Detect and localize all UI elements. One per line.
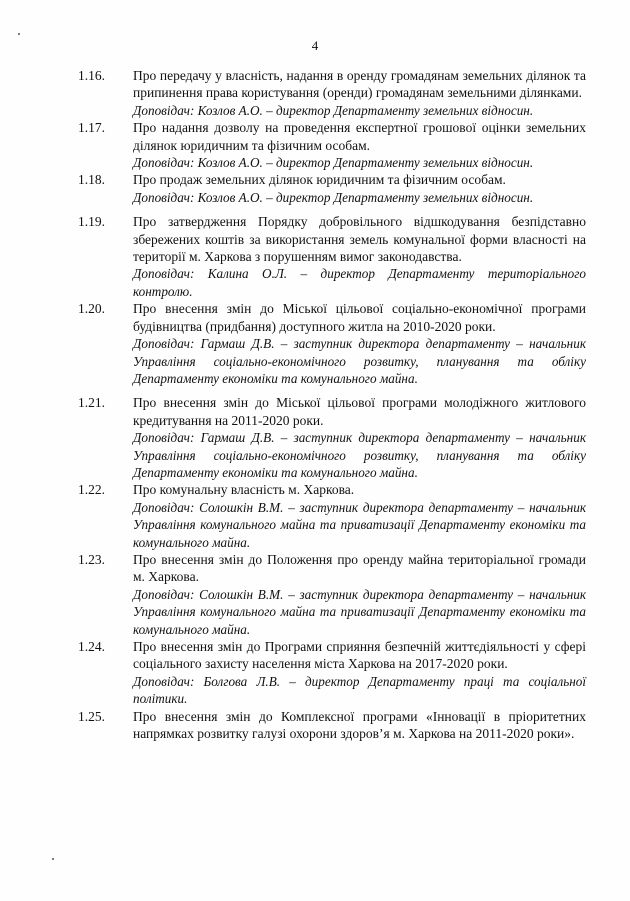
item-number: 1.19. (78, 214, 105, 230)
item-title: Про надання дозволу на проведення експертної грошової оцінки земельних ділянок юридичним та фізичним особам. (133, 120, 586, 153)
item-title: Про затвердження Порядку добровільного відшкодування безпідставно збережених коштів за використання земель комунальної форми власності на території м. Харкова з порушенням вимог законодавства. (133, 214, 586, 265)
item-title: Про продаж земельних ділянок юридичним та фізичним особам. (133, 172, 506, 188)
agenda-item-1-22 (78, 481, 586, 551)
scan-speck (52, 858, 54, 860)
item-speaker: Доповідач: Гармаш Д.В. – заступник директора департаменту – начальник Управління соціально-економічного розвитку, планування та обліку Департаменту економіки та комунального майна. (133, 430, 586, 480)
agenda-item-1-20 (78, 300, 586, 387)
item-speaker: Доповідач: Козлов А.О. – директор Департаменту земельних відносин. (133, 102, 534, 118)
item-speaker: Доповідач: Козлов А.О. – директор Департаменту земельних відносин. (133, 155, 534, 171)
item-number: 1.16. (78, 68, 105, 83)
agenda-item-1-24 (78, 638, 586, 708)
agenda-item-1-17 (78, 119, 586, 171)
item-number: 1.24. (78, 639, 105, 654)
agenda-list (78, 67, 586, 742)
item-title: Про внесення змін до Положення про оренду майна територіальної громади м. Харкова. (133, 551, 586, 585)
item-number: 1.22. (78, 482, 105, 498)
item-title: Про внесення змін до Міської цільової соціально-економічної програми будівництва (придбання) доступного житла на 2010-2020 роки. (133, 301, 586, 334)
page-number: 4 (311, 38, 319, 53)
agenda-item-1-25 (78, 708, 586, 743)
item-speaker: Доповідач: Гармаш Д.В. – заступник директора департаменту – начальник Управління соціально-економічного розвитку, планування та обліку Департаменту економіки та комунального майна. (133, 336, 586, 386)
agenda-item-1-16 (78, 67, 586, 119)
item-number: 1.20. (78, 301, 105, 317)
item-speaker: Доповідач: Солошкін В.М. – заступник директора департаменту – начальник Управління комунального майна та приватизації Департаменту економіки та комунального майна. (133, 586, 586, 637)
item-number: 1.23. (78, 551, 105, 567)
agenda-item-1-19 (78, 213, 586, 300)
scan-speck (18, 33, 20, 35)
item-speaker: Доповідач: Болгова Л.В. – директор Департаменту праці та соціальної політики. (133, 673, 586, 707)
item-speaker: Доповідач: Солошкін В.М. – заступник директора департаменту – начальник Управління комунального майна та приватизації Департаменту економіки та комунального майна. (133, 499, 586, 550)
item-number: 1.21. (78, 395, 105, 411)
item-title: Про внесення змін до Комплексної програми «Інновації в пріоритетних напрямках розвитку галузі охорони здоров’я м. Харкова на 2011-2020 роки». (133, 708, 586, 742)
item-title: Про внесення змін до Програми сприяння безпечній життєдіяльності у сфері соціального захисту населення міста Харкова на 2017-2020 роки. (133, 639, 586, 672)
item-title: Про передачу у власність, надання в оренду громадянам земельних ділянок та припинення права користування (оренди) громадянам земельними ділянками. (133, 68, 586, 101)
item-speaker: Доповідач: Калина О.Л. – директор Департаменту територіального контролю. (133, 266, 586, 299)
item-number: 1.18. (78, 172, 105, 188)
item-title: Про внесення змін до Міської цільової програми молодіжного житлового кредитування на 2011-2020 роки. (133, 395, 586, 428)
agenda-item-1-23 (78, 551, 586, 638)
agenda-item-1-21 (78, 394, 586, 481)
item-number: 1.25. (78, 708, 105, 724)
agenda-item-1-18 (78, 171, 586, 206)
item-speaker: Доповідач: Козлов А.О. – директор Департаменту земельних відносин. (133, 189, 534, 205)
item-number: 1.17. (78, 120, 105, 136)
item-title: Про комунальну власність м. Харкова. (133, 482, 355, 498)
